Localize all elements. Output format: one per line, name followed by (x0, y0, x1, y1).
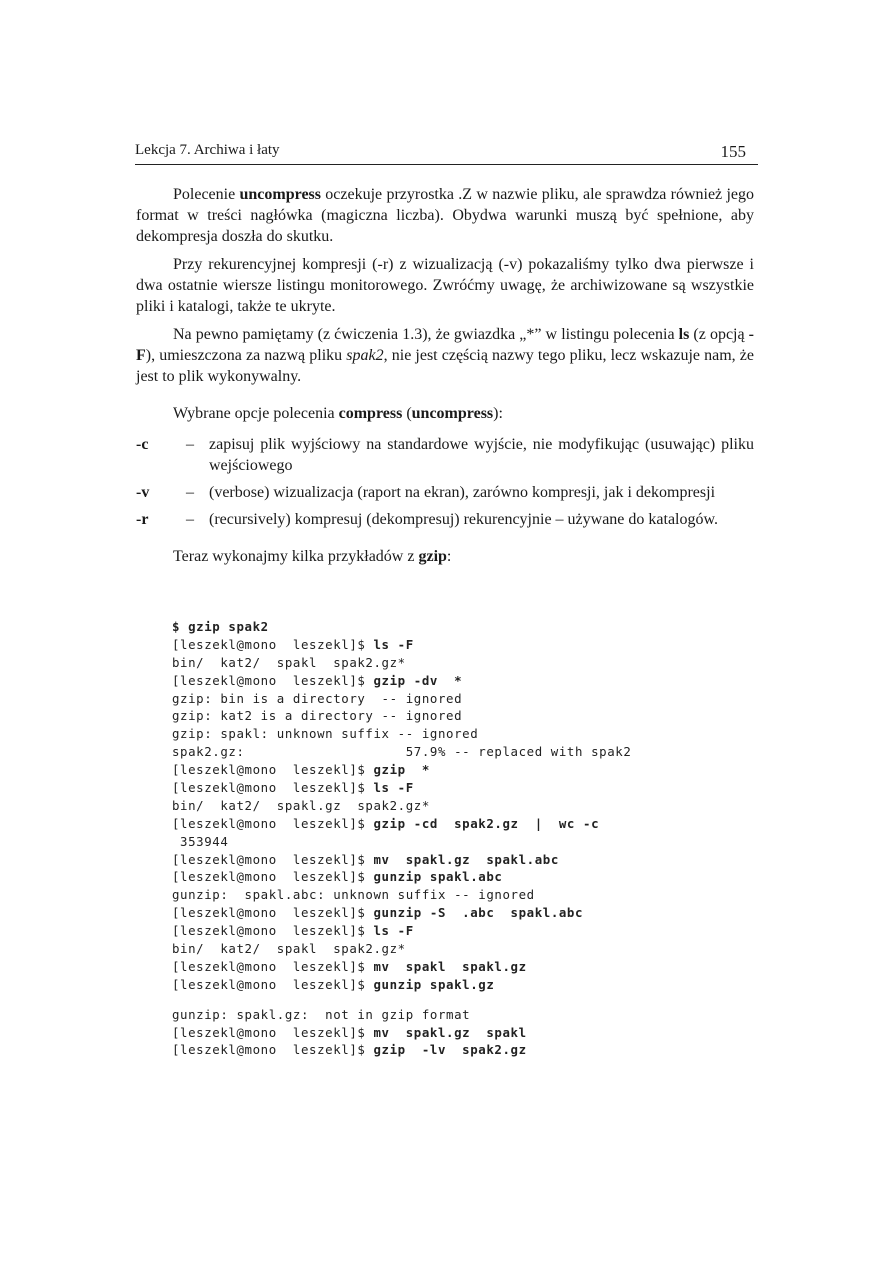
text-run: gzip -cd spak2.gz | wc -c (373, 815, 600, 831)
text-run: ls -F (373, 636, 414, 652)
paragraph-uncompress (136, 184, 754, 247)
terminal-line (172, 958, 757, 976)
option-description: (verbose) wizualizacja (raport na ekran), zarówno kompresji, jak i dekompresji (209, 484, 716, 501)
terminal-line (172, 851, 757, 869)
text-run: gzip (418, 548, 447, 565)
text-run: ls -F (373, 780, 414, 796)
text-run: bin/ kat2/ spakl spak2.gz* (172, 941, 406, 957)
text-run: [leszekl@mono leszekl]$ (172, 923, 374, 939)
option-item (136, 509, 754, 530)
page-header (135, 142, 758, 165)
text-run: $ gzip spak2 (172, 619, 269, 634)
text-run: ( (402, 405, 412, 422)
option-dash: – (186, 484, 194, 501)
terminal-line (172, 672, 757, 690)
text-run: (z opcją (689, 326, 749, 343)
terminal-line (172, 779, 757, 797)
text-run: mv spakl.gz spakl (373, 1024, 527, 1040)
terminal-line (172, 707, 757, 725)
text-run: [leszekl@mono leszekl]$ (172, 780, 374, 796)
text-run: [leszekl@mono leszekl]$ (172, 1024, 374, 1040)
text-run: ls (678, 326, 690, 343)
body-text (136, 184, 754, 577)
text-run: [leszekl@mono leszekl]$ (172, 672, 374, 688)
text-run: [leszekl@mono leszekl]$ (172, 869, 374, 885)
text-run: gzip * (373, 762, 430, 778)
terminal-line (172, 618, 757, 636)
text-run: Przy rekurencyjnej kompresji (-r) z wizualizacją (-v) pokazaliśmy tylko dwa pierwsze i dwa ostatnie wiersze listingu monitorowego. Zwróćmy uwagę, że archiwizowane są wszystkie pliki i katalogi, także te ukryte. (136, 256, 754, 315)
text-run: [leszekl@mono leszekl]$ (172, 1042, 374, 1058)
text-run: gunzip spakl.abc (373, 869, 503, 885)
terminal-line (172, 797, 757, 815)
text-run: ls -F (373, 923, 414, 939)
text-run: uncompress (239, 186, 321, 203)
text-run: spak2 (346, 347, 384, 364)
text-run: gunzip spakl.gz (373, 976, 495, 992)
text-run: ), umieszczona za nazwą pliku (145, 347, 347, 364)
option-flag: -v (136, 484, 150, 501)
text-run: uncompress (411, 405, 494, 422)
terminal-line (172, 815, 757, 833)
terminal-line (172, 940, 757, 958)
text-run: Na pewno pamiętamy (z ćwiczenia 1.3), że gwiazdka „*” w listingu polecenia (173, 326, 679, 343)
text-run: [leszekl@mono leszekl]$ (172, 762, 374, 778)
terminal-line (172, 833, 757, 851)
paragraph-recursive (136, 254, 754, 317)
terminal-line (172, 868, 757, 886)
text-run: [leszekl@mono leszekl]$ (172, 636, 374, 652)
text-run: Wybrane opcje polecenia (173, 405, 339, 422)
text-run: gzip: bin is a directory -- ignored (172, 690, 463, 706)
text-run: ): (493, 405, 503, 422)
option-item (136, 434, 754, 476)
text-run: [leszekl@mono leszekl]$ (172, 958, 374, 974)
text-run: , nie jest częścią nazwy tego pliku, lecz wskazuje nam, że jest to plik wykonywalny. (136, 347, 755, 385)
terminal-line (172, 743, 757, 761)
terminal-line (172, 922, 757, 940)
text-run: gzip -dv * (373, 672, 463, 688)
text-run: gzip -lv spak2.gz (373, 1042, 527, 1058)
text-run: gzip: kat2 is a directory -- ignored (172, 708, 463, 724)
option-dash: – (186, 511, 194, 528)
text-run: compress (338, 405, 403, 422)
terminal-line (172, 1024, 757, 1042)
text-run: mv spakl spakl.gz (373, 958, 527, 974)
text-run: Teraz wykonajmy kilka przykładów z (173, 548, 419, 565)
text-run: [leszekl@mono leszekl]$ (172, 815, 374, 831)
paragraph-gzip-intro (136, 546, 754, 567)
text-run: mv spakl.gz spakl.abc (373, 851, 559, 867)
text-run: 353944 (172, 833, 229, 849)
terminal-line (172, 1006, 757, 1024)
terminal-line (172, 636, 757, 654)
text-run: Polecenie (173, 186, 240, 203)
text-run: [leszekl@mono leszekl]$ (172, 905, 374, 921)
text-run: bin/ kat2/ spakl.gz spak2.gz* (172, 797, 430, 813)
terminal-line (172, 904, 757, 922)
text-run: [leszekl@mono leszekl]$ (172, 976, 374, 992)
text-run: oczekuje przyrostka .Z w nazwie pliku, ale sprawdza również jego format w treści nagłówka (magiczna liczba). Obydwa warunki muszą być spełnione, aby dekompresja doszła do skutku. (136, 186, 755, 245)
text-run: : (446, 548, 452, 565)
text-run: gunzip -S .abc spakl.abc (373, 905, 584, 921)
text-run: gzip: spakl: unknown suffix -- ignored (172, 726, 479, 742)
terminal-line (172, 976, 757, 994)
option-item (136, 482, 754, 503)
text-run: gunzip: spakl.gz: not in gzip format (172, 1006, 471, 1022)
text-run: [leszekl@mono leszekl]$ (172, 851, 374, 867)
paragraph-options-intro (136, 403, 754, 424)
terminal-listing (172, 618, 757, 1059)
running-title: Lekcja 7. Archiwa i łaty (135, 142, 280, 158)
terminal-line (172, 725, 757, 743)
option-description: (recursively) kompresuj (dekompresuj) rekurencyjnie – używane do katalogów. (209, 511, 719, 528)
terminal-line (172, 761, 757, 779)
option-flag: -r (136, 511, 149, 528)
option-description: zapisuj plik wyjściowy na standardowe wyjście, nie modyfikując (usuwając) pliku wejściowego (209, 436, 754, 474)
text-run: bin/ kat2/ spakl spak2.gz* (172, 654, 406, 670)
terminal-line (172, 690, 757, 708)
paragraph-asterisk (136, 324, 754, 387)
options-list (136, 434, 754, 530)
text-run: -F (136, 326, 754, 364)
page-number: 155 (720, 142, 746, 161)
terminal-line (172, 886, 757, 904)
option-flag: -c (136, 436, 149, 453)
terminal-line (172, 654, 757, 672)
terminal-line (172, 1041, 757, 1059)
text-run: spak2.gz: 57.9% -- replaced with spak2 (172, 744, 632, 760)
option-dash: – (186, 436, 194, 453)
text-run: gunzip: spakl.abc: unknown suffix -- ignored (172, 887, 535, 903)
